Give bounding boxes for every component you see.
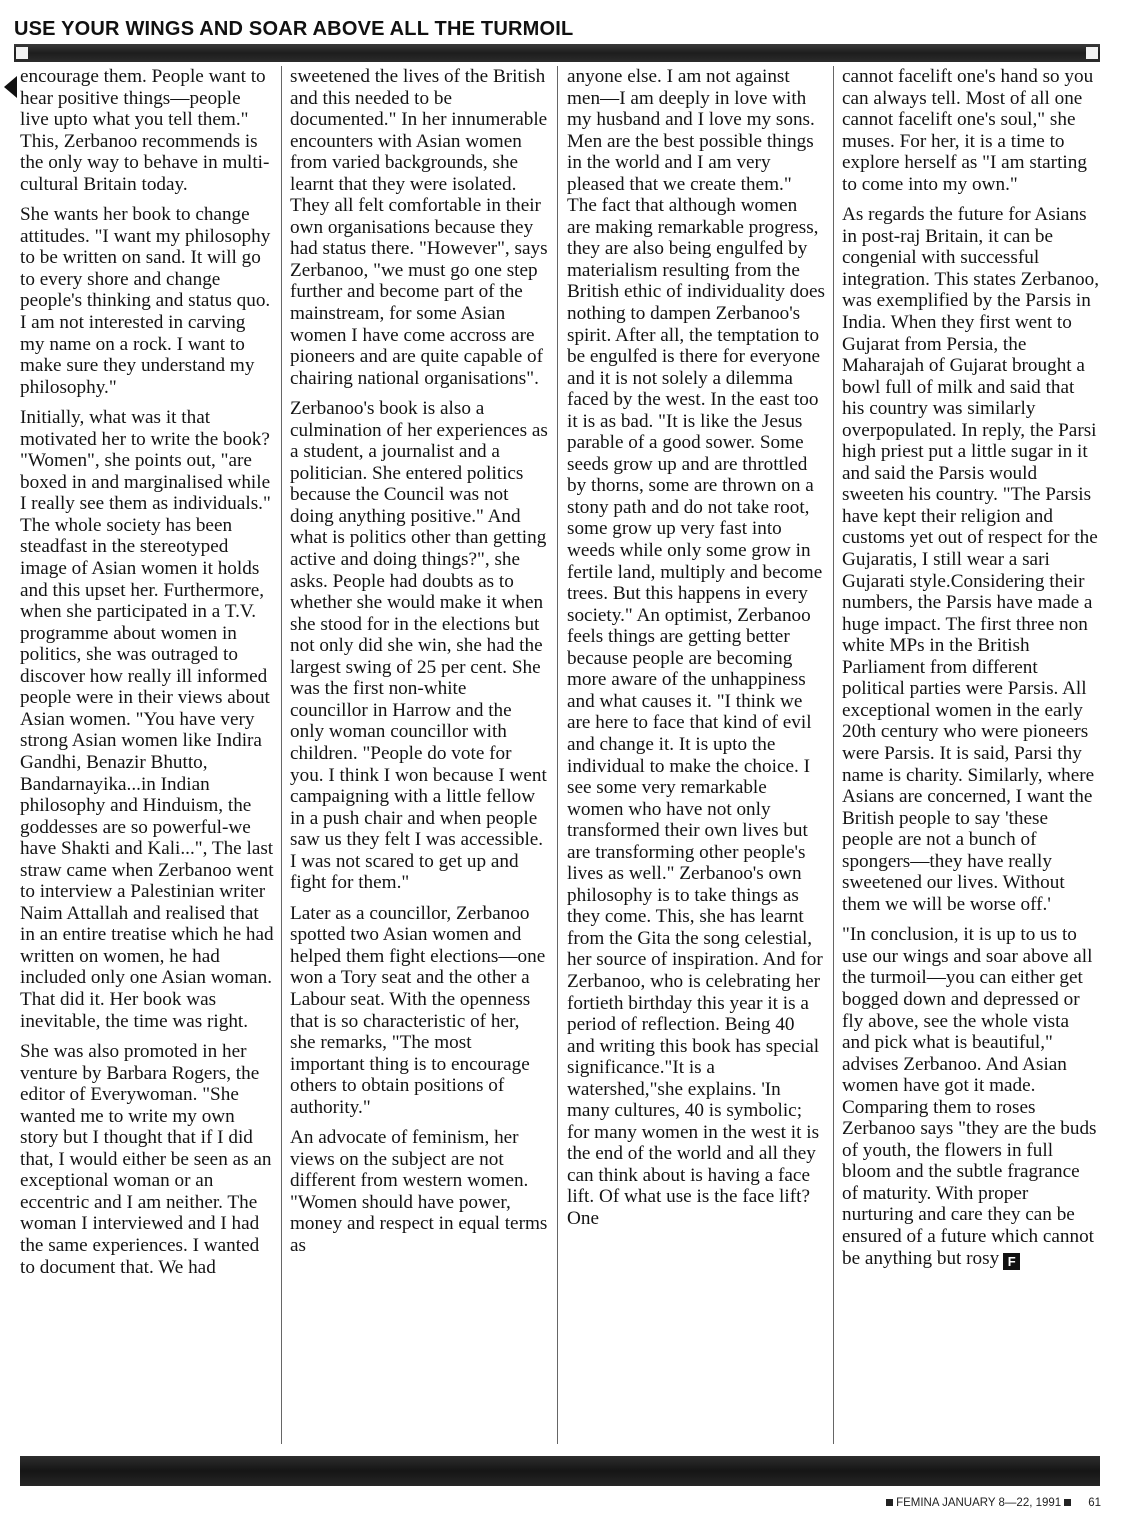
column-divider: [281, 66, 282, 1444]
paragraph: As regards the future for Asians in post-raj Britain, it can be congenial with successful integration. This states Zerbanoo, was exemplified by the Parsis in India. When they first went to Gujarat from Persia, the Maharajah of Gujarat brought a bowl full of milk and said that his country was similarly overpopulated. In reply, the Parsi high priest put a little sugar in it and said the Parsis would sweeten his country. "The Parsis have kept their religion and customs yet out of respect for the Gujaratis, I still wear a sari Gujarati style.Considering their numbers, the Parsis have made a huge impact. The first three non white MPs in the British Parliament from different political parties were Parsis. All exceptional women in the early 20th century who were pioneers were Parsis. It is said, Parsi thy name is charity. Similarly, where Asians are concerned, I want the British people to say 'these people are not a bunch of spongers—they have really sweetened our lives. Without them we will be worse off.': [842, 204, 1100, 915]
column-divider: [557, 66, 558, 1444]
paragraph: encourage them. People want to hear positive things—people live upto what you tell them." This, Zerbanoo recommends is the only way to behave in multi-cultural Britain today.: [20, 66, 270, 195]
page-number: 61: [1088, 1497, 1101, 1509]
paragraph: sweetened the lives of the British and this needed to be documented." In her innumerable encounters with Asian women from varied backgrounds, she learnt that they were isolated. They all felt comfortable in their own organisations because they had status there. "However", says Zerbanoo, "we must go one step further and become part of the mainstream, for some Asian women I have come accross are pioneers and are quite capable of chairing national organisations".: [290, 66, 548, 389]
article-column-1: [20, 66, 274, 1448]
page-footer: [883, 1497, 1101, 1509]
paragraph: Zerbanoo's book is also a culmination of her experiences as a student, a journalist and a politician. She entered politics because the Council was not doing anything positive." And what is politics other than getting active and doing things?", she asks. People had doubts as to whether she would make it when she stood for in the elections but not only did she win, she had the largest swing of 25 per cent. She was the first non-white councillor in Harrow and the only woman councillor with children. "People do vote for you. I think I won because I went campaigning with a little fellow in a push chair and when people saw us they felt I was accessible. I was not scared to get up and fight for them.": [290, 398, 548, 894]
article-column-3: [567, 66, 825, 1448]
paragraph: She wants her book to change attitudes. "I want my philosophy to be written on sand. It will go to every shore and change people's thinking and status quo. I am not interested in carving my name on a rock. I want to make sure they understand my philosophy.": [20, 204, 271, 398]
paragraph: She was also promoted in her venture by Barbara Rogers, the editor of Everywoman. "She wanted me to write my own story but I thought that if I did that, I would either be seen as an exceptional woman or an eccentric and I am neither. The woman I interviewed and I had the same experiences. I wanted to document that. We had: [20, 1041, 272, 1278]
article-column-4: [842, 66, 1100, 1448]
femina-end-mark-icon: F: [1003, 1253, 1020, 1270]
bullet-square-icon: [886, 1499, 893, 1506]
paragraph: An advocate of feminism, her views on the subject are not different from western women. "Women should have power, money and respect in equal terms as: [290, 1127, 548, 1256]
continuation-arrow-icon: [4, 76, 17, 98]
closing-text: "In conclusion, it is up to us to use our wings and soar above all the turmoil—you can either get bogged down and depressed or fly above, see the whole vista and pick what is beautiful," advises Zerbanoo. And Asian women have got it made. Comparing them to roses Zerbanoo says "they are the buds of youth, the flowers in full bloom and the subtle fragrance of maturity. With proper nurturing and care they can be ensured of a future which cannot be anything but rosy: [842, 924, 1097, 1269]
article-column-2: [290, 66, 548, 1448]
paragraph: [842, 924, 1100, 1269]
column-divider: [833, 66, 834, 1444]
bar-left-square: [16, 47, 28, 59]
paragraph: cannot facelift one's hand so you can always tell. Most of all one cannot facelift one's soul," she muses. For her, it is a time to explore herself as "I am starting to come into my own.": [842, 66, 1094, 195]
footer-rule-bar: [20, 1456, 1100, 1486]
publication-line: FEMINA JANUARY 8—22, 1991: [896, 1497, 1062, 1509]
paragraph: Initially, what was it that motivated her to write the book? "Women", she points out, "are boxed in and marginalised while I really see them as individuals." The whole society has been steadfast in the stereotyped image of Asian women it holds and this upset her. Furthermore, when she participated in a T.V. programme about women in politics, she was outraged to discover how really ill informed people were in their views about Asian women. "You have very strong Asian women like Indira Gandhi, Benazir Bhutto, Bandarnayika...in Indian philosophy and Hinduism, the goddesses are so powerful-we have Shakti and Kali...", The last straw came when Zerbanoo went to interview a Palestinian writer Naim Attallah and realised that in an entire treatise which he had written on women, he had included only one Asian woman. That did it. Her book was inevitable, the time was right.: [20, 407, 274, 1032]
paragraph: Later as a councillor, Zerbanoo spotted two Asian women and helped them fight elections—one won a Tory seat and the other a Labour seat. With the openness that is so characteristic of her, she remarks, "The most important thing is to encourage others to obtain positions of authority.": [290, 902, 546, 1118]
paragraph: anyone else. I am not against men—I am deeply in love with my husband and I love my sons. Men are the best possible things in the world and I am very pleased that we create them." The fact that although women are making remarkable progress, they are also being engulfed by materialism resulting from the British ethic of individuality does nothing to dampen Zerbanoo's spirit. After all, the temptation to be engulfed is there for everyone and it is not solely a dilemma faced by the west. In the east too it is as bad. "It is like the Jesus parable of a good sower. Some seeds grow up and are throttled by thorns, some are thrown on a stony path and do not take root, some grow up very fast into weeds while only some grow in fertile land, multiply and become trees. But this happens in every society." An optimist, Zerbanoo feels things are getting better because people are becoming more aware of the unhappiness and what causes it. "I think we are here to face that kind of evil and change it. It is upto the individual to make the choice. I see some very remarkable women who have not only transformed their own lives but are transforming other people's lives as well." Zerbanoo's own philosophy is to take things as they come. This, she has learnt from the Gita the song celestial, her source of inspiration. And for Zerbanoo, who is celebrating her fortieth birthday this year it is a period of reflection. Being 40 and writing this book has special significance."It is a watershed,"she explains. 'In many cultures, 40 is symbolic; for many women in the west it is the end of the world and all they can think about is having a face lift. Of what use is the face lift? One: [567, 66, 825, 1229]
article-headline: USE YOUR WINGS AND SOAR ABOVE ALL THE TURMOIL: [14, 18, 574, 40]
bar-right-square: [1086, 47, 1098, 59]
bullet-square-icon: [1064, 1499, 1071, 1506]
header-rule-bar: [14, 44, 1100, 62]
